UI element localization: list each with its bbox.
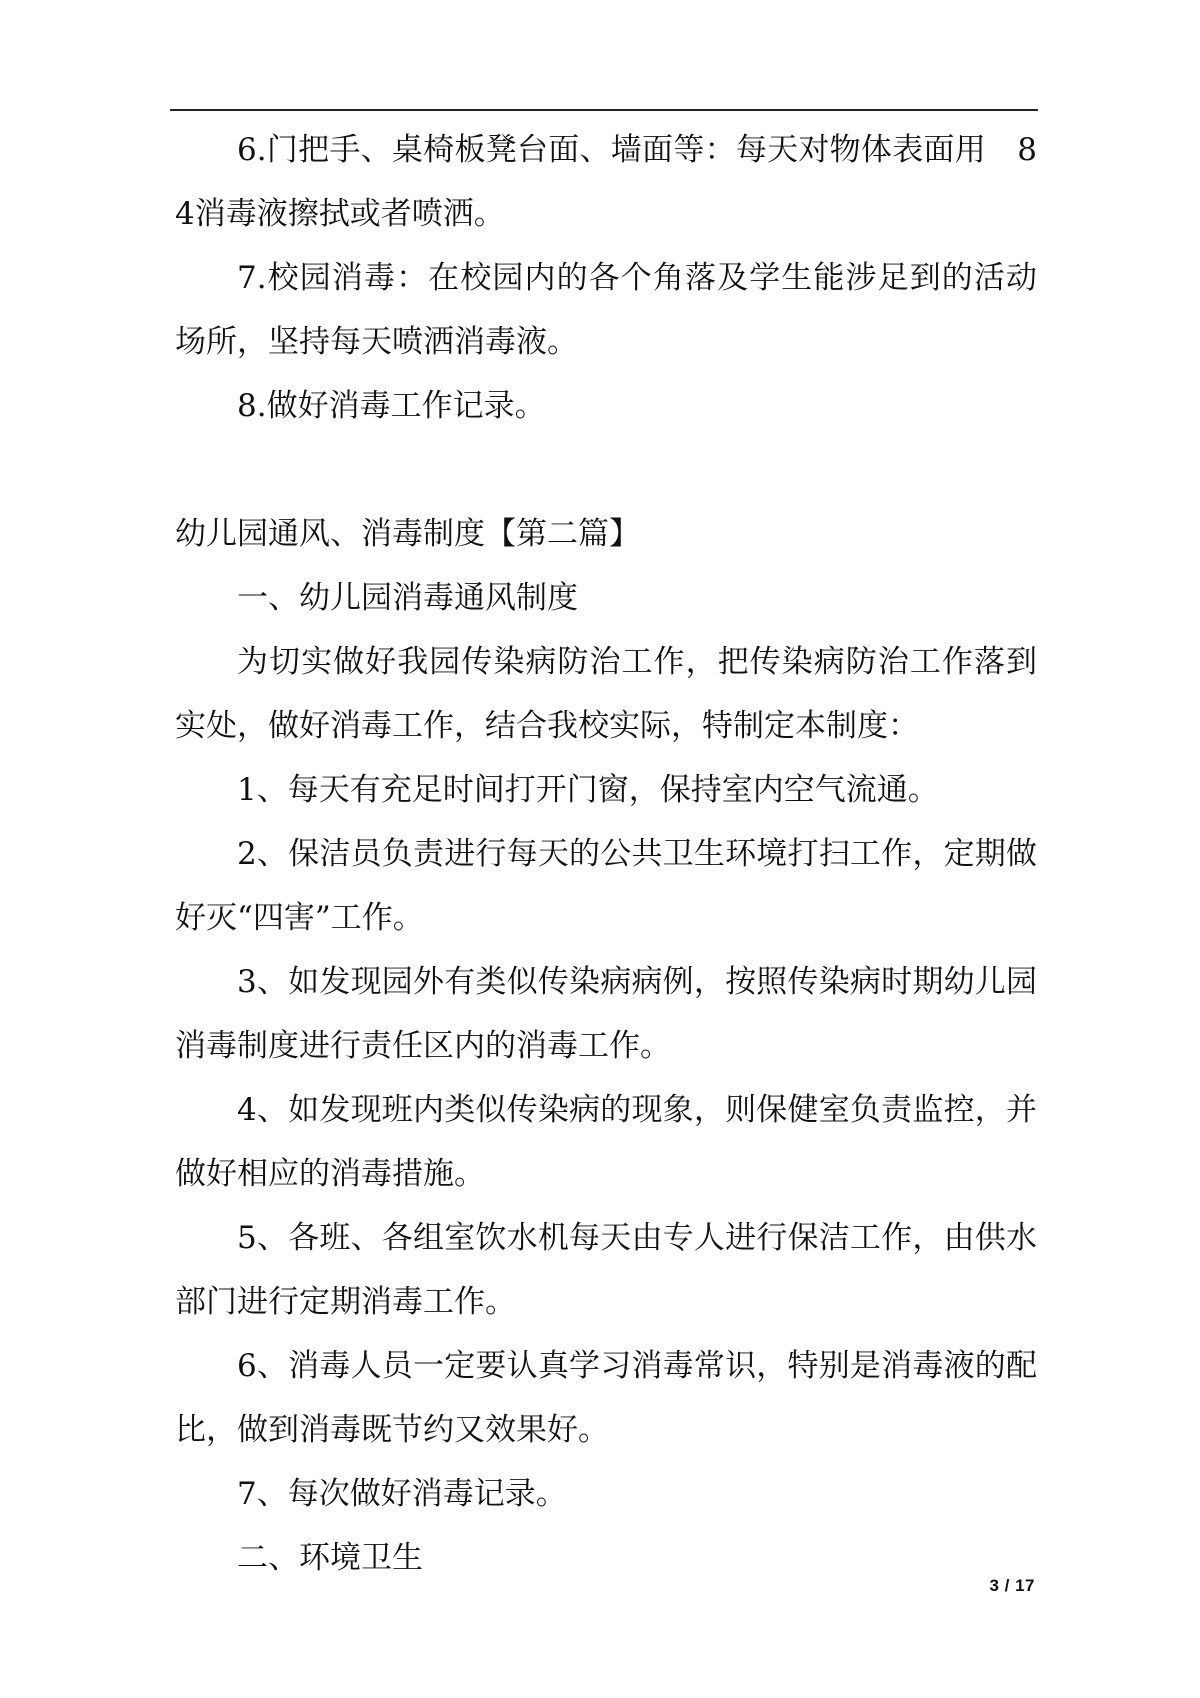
paragraph-item-7-campus-disinfection: 7.校园消毒：在校园内的各个角落及学生能涉足到的活动场所，坚持每天喷洒消毒液。 <box>175 260 1037 360</box>
paragraph-rule-2: 2、保洁员负责进行每天的公共卫生环境打扫工作，定期做好灭“四害”工作。 <box>175 836 1037 936</box>
paragraph-rule-1: 1、每天有充足时间打开门窗，保持室内空气流通。 <box>237 772 939 808</box>
subheading-ventilation-policy: 一、幼儿园消毒通风制度 <box>237 580 578 616</box>
paragraph-rule-5: 5、各班、各组室饮水机每天由专人进行保洁工作，由供水部门进行定期消毒工作。 <box>175 1220 1037 1320</box>
section-gap <box>175 438 1037 502</box>
header-rule <box>170 109 1038 111</box>
section-title: 幼儿园通风、消毒制度【第二篇】 <box>175 516 640 552</box>
document-body <box>175 118 1037 1590</box>
paragraph-intro: 为切实做好我园传染病防治工作，把传染病防治工作落到实处，做好消毒工作，结合我校实际，特制定本制度： <box>175 644 1037 744</box>
page-number: 3 / 17 <box>989 1576 1035 1595</box>
paragraph-rule-7: 7、每次做好消毒记录。 <box>237 1476 567 1512</box>
paragraph-item-8-records: 8.做好消毒工作记录。 <box>237 388 546 424</box>
paragraph-rule-4: 4、如发现班内类似传染病的现象，则保健室负责监控，并做好相应的消毒措施。 <box>175 1092 1037 1192</box>
paragraph-rule-6: 6、消毒人员一定要认真学习消毒常识，特别是消毒液的配比，做到消毒既节约又效果好。 <box>175 1348 1037 1448</box>
paragraph-item-6-handles: 6.门把手、桌椅板凳台面、墙面等：每天对物体表面用 84消毒液擦拭或者喷洒。 <box>175 132 1037 232</box>
paragraph-rule-3: 3、如发现园外有类似传染病病例，按照传染病时期幼儿园消毒制度进行责任区内的消毒工作。 <box>175 964 1037 1064</box>
subheading-environment-hygiene: 二、环境卫生 <box>237 1540 423 1576</box>
